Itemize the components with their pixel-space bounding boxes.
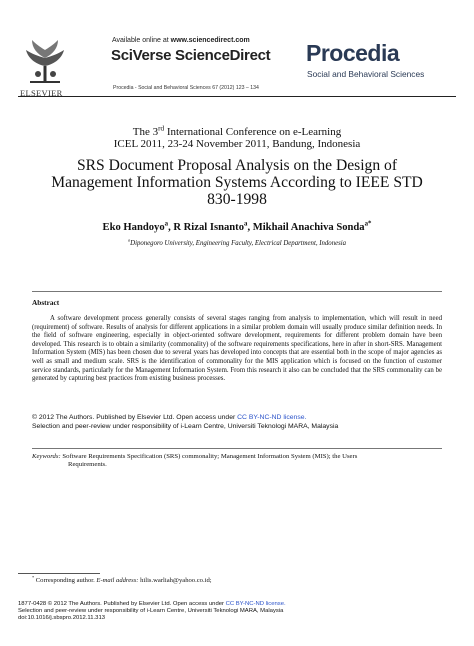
issn-text: 1877-0428 © 2012 The Authors. Published by Elsevier Ltd. Open access under <box>18 601 226 607</box>
publisher-name: ELSEVIER <box>20 88 63 98</box>
author-3: , Mikhail Anachiva Sonda <box>247 222 365 233</box>
keywords-continuation: Requirements. <box>68 461 107 469</box>
elsevier-tree-logo-icon <box>20 36 70 86</box>
available-online-line <box>112 37 250 44</box>
abstract-text: A software development process generally consists of several stages ranging from analysis to implementation, which will result in need (requirement) of software. Results of analysis for different applications in a similar problem domain will usually produce similar definition needs. In the field of software engineering, especially in object-oriented software development, requirements for different problem domain have been developed. This research is to obtain a similarity (commonality) of the software requirements specifications, here in after in short-SRS. Management Information System (MIS) has been chosen due to several years has developed into concepts that are essential both in the scope of major agencies as well as small and medium scale. SRS is the identification of commonality for the MIS application which is focused on the function of customer service standards, particularly for the Management Information System. From this research it also can be concluded that the SRS commonality can be generated by capturing best practices from existing business processes. <box>32 315 442 383</box>
issn-footer <box>18 601 458 623</box>
author-email[interactable]: hilis.warliah@yahoo.co.id; <box>138 577 212 584</box>
keywords-block <box>32 453 442 470</box>
sciverse-wordmark: SciVerse ScienceDirect <box>111 47 271 64</box>
footer-license-link[interactable]: CC BY-NC-ND license. <box>225 601 286 607</box>
email-label: E-mail address: <box>96 577 139 584</box>
paper-title: SRS Document Proposal Analysis on the Design of Management Information Systems According to IEEE STD 830-1998 <box>51 157 423 208</box>
header-divider <box>18 96 456 97</box>
license-link[interactable]: CC BY-NC-ND license. <box>237 414 307 421</box>
available-prefix: Available online at <box>112 37 171 44</box>
author-3-mark: a* <box>364 220 372 228</box>
author-list <box>0 222 474 233</box>
copyright-text: © 2012 The Authors. Published by Elsevier Ltd. Open access under <box>32 414 238 421</box>
sciencedirect-link[interactable]: www.sciencedirect.com <box>170 37 250 44</box>
corresponding-author-footnote <box>32 574 212 584</box>
author-1: Eko Handoyo <box>102 222 165 233</box>
abstract-heading: Abstract <box>32 298 60 307</box>
keywords-text: Software Requirements Specification (SRS) commonality; Management Information System (MIS); the Users <box>60 453 358 460</box>
footnote-label: Corresponding author. <box>34 577 97 584</box>
conference-line-2: ICEL 2011, 23-24 November 2011, Bandung, Indonesia <box>113 138 361 150</box>
conference-name: International Conference on e-Learning <box>164 126 342 138</box>
abstract-top-divider <box>32 291 442 292</box>
abstract-body <box>32 315 442 384</box>
conference-prefix: The 3 <box>132 126 159 138</box>
keywords-divider <box>32 448 442 449</box>
copyright-line <box>32 414 452 423</box>
author-1-mark: a <box>164 220 169 228</box>
keywords-label: Keywords: <box>32 453 61 460</box>
procedia-subtitle: Social and Behavioral Sciences <box>307 69 425 79</box>
footnote-divider <box>18 573 100 574</box>
journal-citation: Procedia - Social and Behavioral Sciences 67 (2012) 123 – 134 <box>113 85 259 91</box>
footnote-mark: * <box>32 574 35 580</box>
footer-peer-review: Selection and peer-review under responsibility of i-Learn Centre, Universiti Teknologi MARA, Malaysia <box>18 608 284 615</box>
affiliation <box>0 237 474 247</box>
affiliation-text: Diponegoro University, Engineering Faculty, Electrical Department, Indonesia <box>130 240 347 247</box>
author-2: , R Rizal Isnanto <box>168 222 244 233</box>
author-2-mark: a <box>244 220 248 228</box>
conference-ordinal: rd <box>158 124 165 133</box>
affiliation-mark: a <box>127 237 131 243</box>
conference-line-1 <box>0 126 474 138</box>
peer-review-line: Selection and peer-review under responsibility of i-Learn Centre, Universiti Teknologi MARA, Malaysia <box>32 422 339 430</box>
procedia-brand: Procedia <box>306 40 400 66</box>
doi[interactable]: doi:10.1016/j.sbspro.2012.11.313 <box>18 615 106 622</box>
copyright-block <box>32 414 452 431</box>
